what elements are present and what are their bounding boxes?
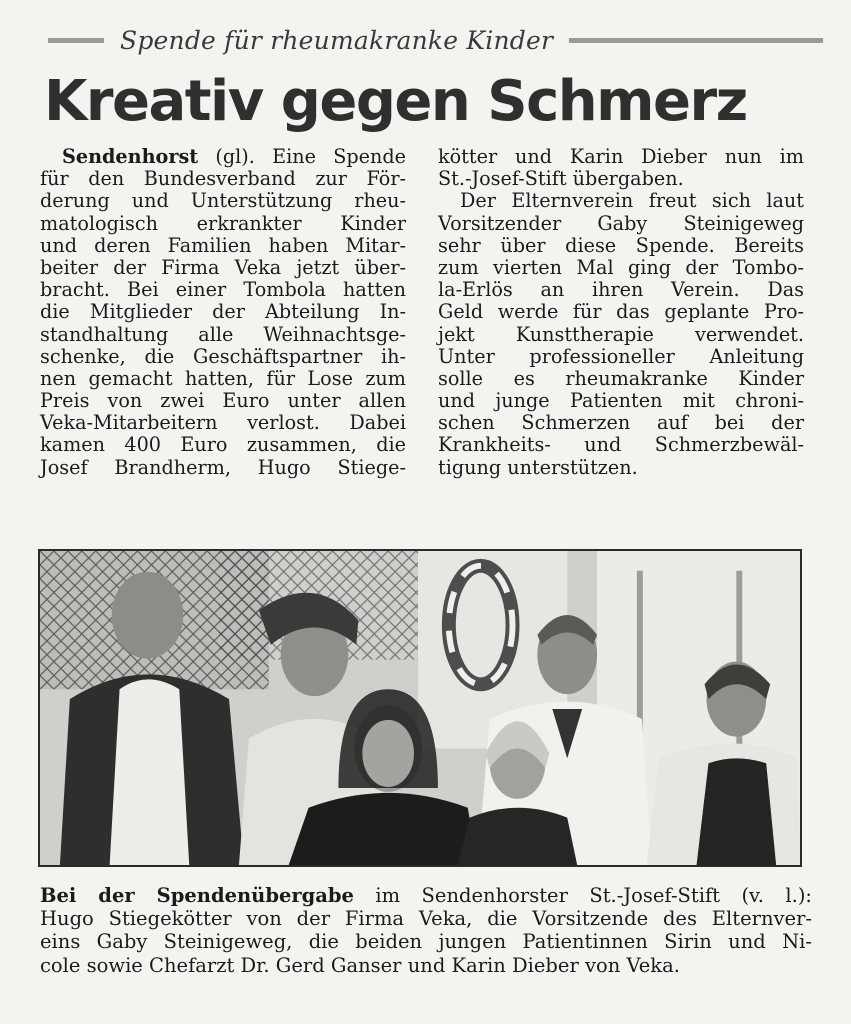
- kicker-rule-right: [569, 38, 823, 43]
- article-line: schen Schmerzen auf bei der: [438, 411, 804, 435]
- photo-caption: [40, 884, 812, 977]
- article-column-left: [40, 146, 406, 479]
- article-line: Preis von zwei Euro unter allen: [40, 389, 406, 413]
- article-line: für den Bundesverband zur För-: [40, 167, 406, 191]
- article-line: Veka-Mitarbeitern verlost. Dabei: [40, 411, 406, 435]
- caption-line: cole sowie Chefarzt Dr. Gerd Ganser und Karin Dieber von Veka.: [40, 953, 680, 977]
- article-column-right: [438, 146, 804, 479]
- article-line: tigung unterstützen.: [438, 455, 638, 479]
- article-dateline: Sendenhorst: [62, 145, 199, 168]
- caption-lead: Bei der Spendenübergabe: [40, 884, 354, 907]
- article-line: Krankheits- und Schmerzbewäl-: [438, 433, 804, 457]
- article-line: St.-Josef-Stift übergaben.: [438, 167, 684, 191]
- article-line: Der Elternverein freut sich laut: [460, 189, 804, 213]
- article-line: und junge Patienten mit chroni-: [438, 389, 804, 413]
- kicker-text: Spende für rheumakranke Kinder: [120, 25, 554, 55]
- article-line: sehr über diese Spende. Bereits: [438, 233, 804, 257]
- article-line: jekt Kunsttherapie verwendet.: [438, 322, 804, 346]
- caption-line: Hugo Stiegekötter von der Firma Veka, die Vorsitzende des Elternver-: [40, 907, 812, 931]
- article-line: zum vierten Mal ging der Tombo-: [438, 255, 804, 279]
- article-line: standhaltung alle Weihnachtsge-: [40, 322, 406, 346]
- headline: Kreativ gegen Schmerz: [44, 69, 747, 134]
- article-line: bracht. Bei einer Tombola hatten: [40, 278, 406, 302]
- article-line: beiter der Firma Veka jetzt über-: [40, 255, 406, 279]
- group-photo-illustration: [40, 551, 800, 865]
- article-line: Vorsitzender Gaby Steinigeweg: [438, 211, 804, 235]
- article-line: kamen 400 Euro zusammen, die: [40, 433, 406, 457]
- article-line: schenke, die Geschäftspartner ih-: [40, 344, 406, 368]
- article-line: Geld werde für das geplante Pro-: [438, 300, 804, 324]
- kicker-rule-left: [48, 38, 104, 43]
- group-photo: [38, 549, 802, 867]
- article-line: Unter professioneller Anleitung: [438, 344, 804, 368]
- caption-line: Bei der Spendenübergabe im Sendenhorster St.-Josef-Stift (v. l.):: [40, 884, 812, 907]
- article-line: die Mitglieder der Abteilung In-: [40, 300, 406, 324]
- article-line: Sendenhorst (gl). Eine Spende: [62, 145, 406, 168]
- caption-line: eins Gaby Steinigeweg, die beiden jungen Patientinnen Sirin und Ni-: [40, 930, 812, 954]
- article-line: solle es rheumakranke Kinder: [438, 366, 804, 390]
- article-line: nen gemacht hatten, für Lose zum: [40, 366, 406, 390]
- article-line: derung und Unterstützung rheu-: [40, 189, 406, 213]
- article-line: kötter und Karin Dieber nun im: [438, 145, 804, 168]
- article-line: matologisch erkrankter Kinder: [40, 211, 406, 235]
- kicker: [48, 22, 823, 58]
- article-line: und deren Familien haben Mitar-: [40, 233, 406, 257]
- article-line: Josef Brandherm, Hugo Stiege-: [40, 455, 406, 479]
- article-line: la-Erlös an ihren Verein. Das: [438, 278, 804, 302]
